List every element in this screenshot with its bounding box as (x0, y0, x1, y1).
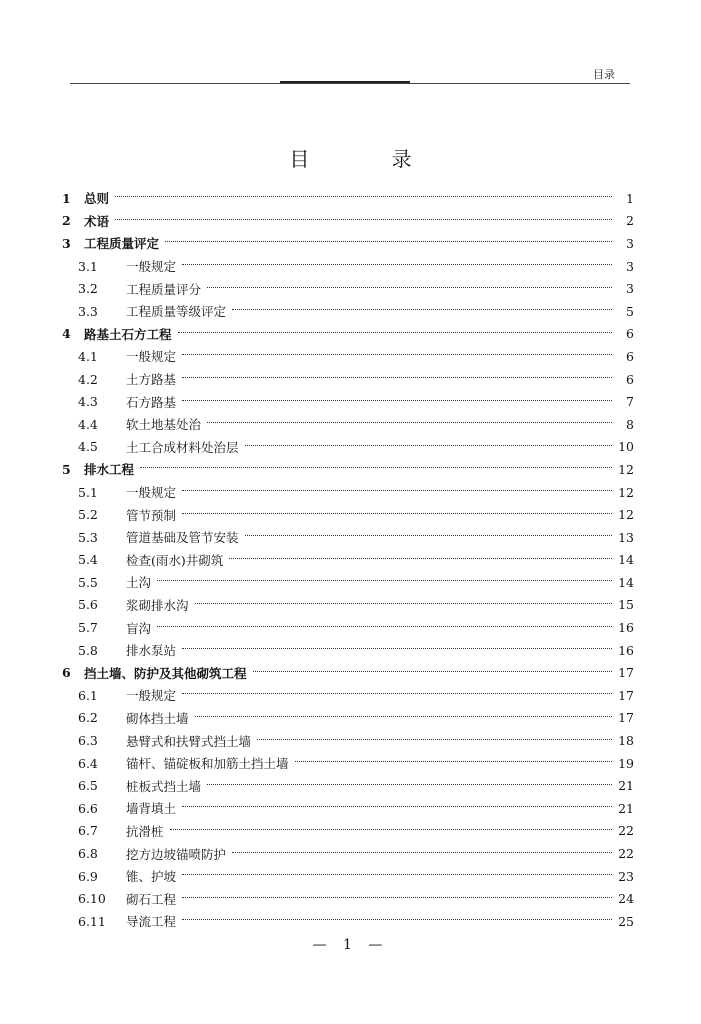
toc-entry-number: 4.5 (78, 439, 98, 455)
toc-entry-number: 6.2 (78, 710, 98, 726)
toc-entry[interactable] (62, 616, 634, 639)
toc-entry-title: 一般规定 (126, 485, 177, 501)
toc-dot-leader (253, 671, 612, 672)
toc-entry-number: 6.4 (78, 755, 98, 771)
toc-entry-number: 6.3 (78, 733, 98, 749)
toc-dot-leader (182, 354, 612, 355)
toc-entry-title: 土方路基 (126, 372, 177, 388)
toc-entry-page: 7 (626, 394, 634, 410)
toc-entry-page: 21 (618, 778, 634, 794)
toc-entry-page: 5 (626, 303, 634, 319)
toc-entry-title: 一般规定 (126, 349, 177, 365)
toc-dot-leader (165, 241, 612, 242)
toc-entry[interactable] (62, 277, 634, 300)
toc-entry-page: 21 (618, 800, 634, 816)
toc-entry-title: 悬臂式和扶臂式挡土墙 (126, 733, 252, 749)
toc-entry-number: 6.8 (78, 846, 98, 862)
toc-entry[interactable] (62, 729, 634, 752)
toc-entry[interactable] (62, 368, 634, 391)
toc-entry-page: 17 (618, 687, 634, 703)
toc-dot-leader (182, 693, 612, 694)
toc-entry-title: 抗滑桩 (126, 823, 164, 839)
toc-dot-leader (182, 264, 612, 265)
toc-dot-leader (157, 580, 612, 581)
toc-entry-title: 排水工程 (84, 462, 135, 478)
toc-entry[interactable] (62, 458, 634, 481)
toc-entry-title: 总则 (84, 191, 110, 207)
toc-entry-page: 6 (626, 371, 634, 387)
toc-entry-title: 管节预制 (126, 507, 177, 523)
toc-entry-title: 墙背填土 (126, 801, 177, 817)
toc-entry-page: 14 (618, 552, 634, 568)
toc-entry[interactable] (62, 549, 634, 572)
toc-entry-number: 6 (62, 665, 71, 681)
toc-entry-number: 2 (62, 213, 71, 229)
toc-entry-title: 土工合成材料处治层 (126, 439, 239, 455)
toc-entry-page: 12 (618, 484, 634, 500)
toc-entry-page: 17 (618, 710, 634, 726)
toc-entry-number: 6.1 (78, 687, 98, 703)
toc-entry[interactable] (62, 594, 634, 617)
toc-entry-title: 检查(雨水)井砌筑 (126, 552, 224, 568)
toc-entry-number: 6.5 (78, 778, 98, 794)
header-rule (70, 83, 630, 84)
toc-entry-title: 锚杆、锚碇板和加筋土挡土墙 (126, 756, 289, 772)
toc-entry-title: 工程质量评分 (126, 281, 202, 297)
toc-entry-number: 6.9 (78, 868, 98, 884)
toc-entry[interactable] (62, 232, 634, 255)
toc-dot-leader (157, 626, 612, 627)
toc-entry[interactable] (62, 526, 634, 549)
toc-entry-number: 4 (62, 326, 71, 342)
toc-entry-page: 14 (618, 574, 634, 590)
toc-entry-page: 3 (626, 235, 634, 251)
toc-entry-page: 19 (618, 755, 634, 771)
toc-entry-title: 排水泵站 (126, 643, 177, 659)
toc-dot-leader (232, 852, 612, 853)
toc-entry-page: 18 (618, 733, 634, 749)
toc-entry-number: 6.10 (78, 891, 106, 907)
toc-entry-page: 1 (626, 190, 634, 206)
toc-dot-leader (195, 716, 612, 717)
toc-entry-number: 3.2 (78, 281, 98, 297)
toc-entry[interactable] (62, 774, 634, 797)
toc-entry[interactable] (62, 255, 634, 278)
toc-dot-leader (140, 467, 612, 468)
toc-entry[interactable] (62, 571, 634, 594)
toc-entry-page: 6 (626, 348, 634, 364)
page-number: — 1 — (312, 937, 389, 953)
toc-dot-leader (245, 445, 612, 446)
toc-entry[interactable] (62, 661, 634, 684)
toc-entry-title: 挡土墙、防护及其他砌筑工程 (84, 665, 247, 681)
toc-entry-page: 12 (618, 461, 634, 477)
toc-entry-page: 25 (618, 913, 634, 929)
toc-entry-page: 22 (618, 846, 634, 862)
toc-dot-leader (182, 490, 612, 491)
toc-entry-title: 锥、护坡 (126, 869, 177, 885)
toc-entry-page: 22 (618, 823, 634, 839)
toc-entry-title: 路基土石方工程 (84, 326, 172, 342)
toc-entry-page: 16 (618, 620, 634, 636)
toc-dot-leader (232, 309, 612, 310)
toc-entry-number: 6.11 (78, 913, 106, 929)
page-title: 目 录 (289, 147, 450, 171)
toc-entry[interactable] (62, 820, 634, 843)
toc-entry-number: 3 (62, 235, 71, 251)
toc-dot-leader (182, 513, 612, 514)
toc-entry-title: 浆砌排水沟 (126, 597, 189, 613)
toc-dot-leader (115, 196, 612, 197)
running-header: 目录 (593, 68, 615, 81)
toc-entry-number: 3.3 (78, 303, 98, 319)
toc-dot-leader (182, 897, 612, 898)
toc-entry[interactable] (62, 503, 634, 526)
toc-entry-number: 5.5 (78, 574, 98, 590)
toc-dot-leader (207, 287, 612, 288)
toc-entry[interactable] (62, 707, 634, 730)
toc-dot-leader (295, 761, 612, 762)
toc-dot-leader (245, 535, 612, 536)
toc-entry[interactable] (62, 345, 634, 368)
toc-entry[interactable] (62, 187, 634, 210)
toc-entry-number: 5.4 (78, 552, 98, 568)
toc-entry[interactable] (62, 887, 634, 910)
toc-dot-leader (195, 603, 612, 604)
toc-entry[interactable] (62, 797, 634, 820)
toc-entry-number: 5.2 (78, 507, 98, 523)
toc-entry-number: 1 (62, 190, 71, 206)
toc-dot-leader (182, 919, 612, 920)
toc-entry[interactable] (62, 865, 634, 888)
toc-dot-leader (170, 829, 612, 830)
toc-entry-page: 10 (618, 439, 634, 455)
toc-entry-title: 桩板式挡土墙 (126, 778, 202, 794)
toc-entry-title: 一般规定 (126, 688, 177, 704)
toc-entry-title: 土沟 (126, 575, 152, 591)
toc-entry-page: 3 (626, 281, 634, 297)
toc-entry-title: 工程质量等级评定 (126, 304, 227, 320)
toc-dot-leader (207, 422, 612, 423)
toc-entry-title: 一般规定 (126, 259, 177, 275)
toc-entry-title: 砌石工程 (126, 891, 177, 907)
toc-dot-leader (182, 648, 612, 649)
toc-entry-page: 16 (618, 642, 634, 658)
toc-entry-page: 24 (618, 891, 634, 907)
toc-entry[interactable] (62, 639, 634, 662)
toc-entry-number: 4.4 (78, 416, 98, 432)
toc-entry[interactable] (62, 910, 634, 933)
toc-entry[interactable] (62, 436, 634, 459)
toc-entry-title: 术语 (84, 213, 110, 229)
toc-entry-number: 3.1 (78, 258, 98, 274)
toc-entry[interactable] (62, 390, 634, 413)
toc-entry[interactable] (62, 684, 634, 707)
toc-entry-number: 5.3 (78, 529, 98, 545)
toc-entry-title: 盲沟 (126, 620, 152, 636)
toc-dot-leader (207, 784, 612, 785)
toc-entry-page: 2 (626, 213, 634, 229)
toc-entry-number: 5.6 (78, 597, 98, 613)
toc-entry[interactable] (62, 323, 634, 346)
toc-entry-page: 3 (626, 258, 634, 274)
toc-entry-title: 工程质量评定 (84, 236, 160, 252)
toc-entry-number: 5.7 (78, 620, 98, 636)
toc-entry-title: 石方路基 (126, 394, 177, 410)
toc-entry-number: 4.1 (78, 348, 98, 364)
toc-dot-leader (182, 874, 612, 875)
toc-entry-number: 5.1 (78, 484, 98, 500)
toc-entry-page: 17 (618, 665, 634, 681)
toc-entry-page: 23 (618, 868, 634, 884)
toc-entry-title: 挖方边坡锚喷防护 (126, 846, 227, 862)
toc-entry-title: 砌体挡土墙 (126, 710, 189, 726)
toc-entry-page: 6 (626, 326, 634, 342)
toc-entry[interactable] (62, 752, 634, 775)
toc-entry-number: 4.3 (78, 394, 98, 410)
toc-entry[interactable] (62, 842, 634, 865)
toc-entry-page: 12 (618, 507, 634, 523)
toc-dot-leader (182, 377, 612, 378)
table-of-contents (62, 187, 634, 933)
toc-entry-number: 5 (62, 461, 71, 477)
toc-dot-leader (178, 332, 612, 333)
toc-entry-page: 15 (618, 597, 634, 613)
toc-dot-leader (182, 806, 612, 807)
toc-entry[interactable] (62, 300, 634, 323)
toc-dot-leader (229, 558, 612, 559)
toc-dot-leader (115, 219, 612, 220)
toc-entry[interactable] (62, 481, 634, 504)
toc-entry-number: 6.7 (78, 823, 98, 839)
toc-entry-title: 管道基础及管节安装 (126, 530, 239, 546)
toc-entry-number: 6.6 (78, 800, 98, 816)
header-rule-accent (280, 81, 410, 83)
toc-dot-leader (257, 739, 612, 740)
toc-entry-page: 13 (618, 529, 634, 545)
toc-entry-title: 导流工程 (126, 914, 177, 930)
toc-entry-number: 4.2 (78, 371, 98, 387)
toc-entry[interactable] (62, 413, 634, 436)
toc-entry-title: 软土地基处治 (126, 417, 202, 433)
toc-entry-page: 8 (626, 416, 634, 432)
toc-entry[interactable] (62, 210, 634, 233)
toc-dot-leader (182, 400, 612, 401)
toc-entry-number: 5.8 (78, 642, 98, 658)
